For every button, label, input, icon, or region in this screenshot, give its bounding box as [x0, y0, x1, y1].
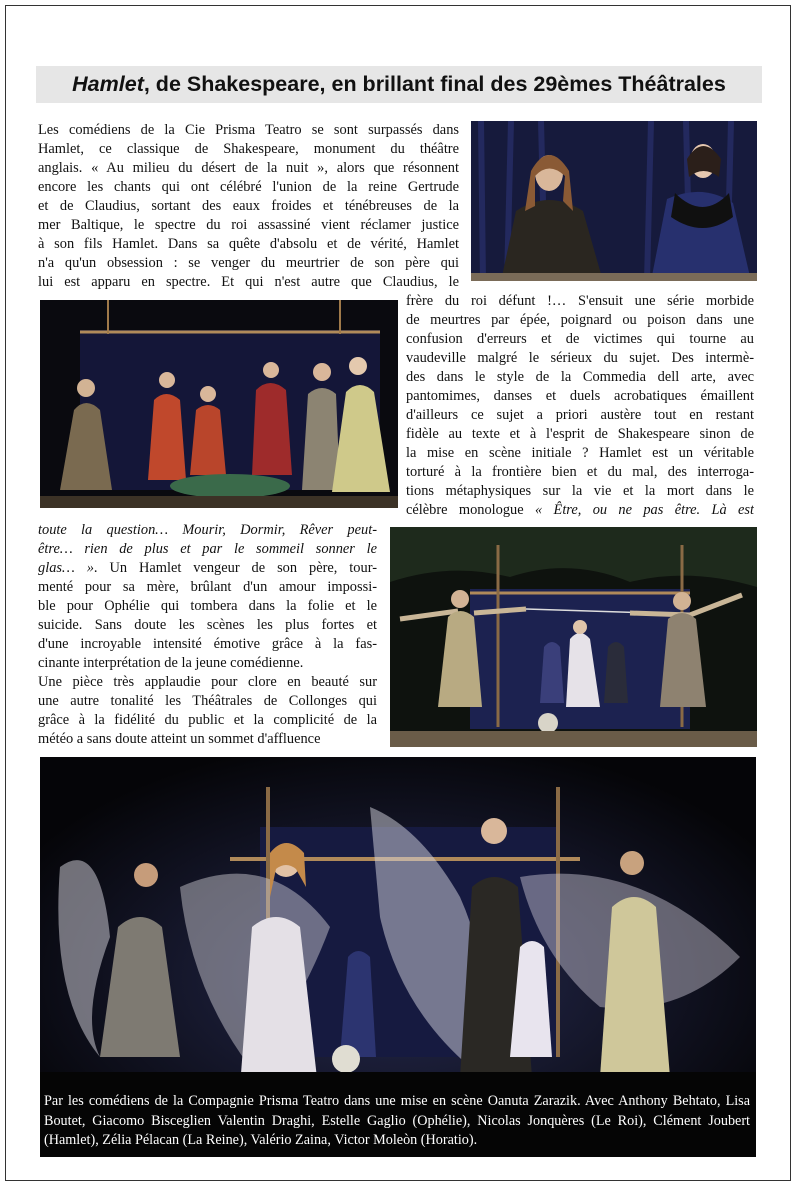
text-line: cinante interprétation de la jeune comédienne.	[38, 655, 304, 671]
text-line: confusion d'erreurs et de victimes qui tourne au	[406, 331, 754, 347]
photo-hamlet-and-queen	[471, 121, 757, 281]
text-fragment: . Un Hamlet vengeur de son père, tour-	[93, 560, 377, 576]
text-line: ble pour Ophélie qui tombera dans la folie et le	[38, 598, 377, 614]
text-line: d'ailleurs ce sujet a priori austère tout en restant	[406, 407, 754, 423]
text-line: torturé à la frontière bien et du mal, des interroga-	[406, 464, 754, 480]
text-line: Hamlet, ce classique de Shakespeare, monument du théâtre	[38, 141, 459, 157]
article-paragraph-2	[406, 292, 754, 520]
text-line: pantomimes, danses et duels acrobatiques émaillent	[406, 388, 754, 404]
text-line: météo a sans doute atteint un sommet d'affluence	[38, 731, 321, 747]
text-line: à son fils Hamlet. Dans sa quête d'absolu et de vérité, Hamlet	[38, 236, 459, 252]
headline-title-rest: , de Shakespeare, en brillant final des 29èmes Théâtrales	[143, 72, 726, 96]
text-line: Une pièce très applaudie pour clore en beauté sur	[38, 674, 377, 690]
text-line: tions métaphysiques sur la vie et la mort dans le	[406, 483, 754, 499]
text-line: encore les chants qui ont célébré l'union de la reine Gertrude	[38, 179, 459, 195]
article-headline	[36, 66, 762, 103]
photo-duel-scene	[390, 527, 757, 747]
text-line: n'a qu'un obsession : se venger du meurtrier de son père qui	[38, 255, 459, 271]
text-line: des dans le style de la Commedia dell arte, avec	[406, 369, 754, 385]
text-line: vaudeville malgré le sérieux du sujet. Des intermè-	[406, 350, 754, 366]
text-line: la mise en scène initiale ? Hamlet est un véritable	[406, 445, 754, 461]
text-line: d'une incroyable intensité émotive grâce à la fas-	[38, 636, 377, 652]
quote-fragment: glas… »	[38, 560, 94, 576]
article-paragraph-3	[38, 521, 377, 749]
text-line: fidèle au texte et à l'esprit de Shakespeare sinon de	[406, 426, 754, 442]
text-line: anglais. « Au milieu du désert de la nuit », alors que résonnent	[38, 160, 459, 176]
text-line: grâce à la fidélité du public et la complicité de la	[38, 712, 377, 728]
text-line: lui est apparu en spectre. Et qui n'est autre que Claudius, le	[38, 274, 459, 290]
text-line: Les comédiens de la Cie Prisma Teatro se sont surpassés dans	[38, 122, 459, 138]
text-line: mer Baltique, le spectre du roi assassiné vient réclamer justice	[38, 217, 459, 233]
text-line: menté pour sa mère, brûlant d'un amour impossi-	[38, 579, 377, 595]
text-line	[406, 501, 754, 520]
text-line	[38, 559, 377, 578]
text-fragment: célèbre monologue	[406, 502, 535, 518]
text-line: de meurtres par épée, poignard ou poison dans une	[406, 312, 754, 328]
text-line: une autre tonalité les Théâtrales de Collonges qui	[38, 693, 377, 709]
article-paragraph-1	[38, 121, 459, 292]
photo-court-scene	[40, 300, 398, 508]
text-line: et de Claudius, sortant des eaux froides et ténébreuses de la	[38, 198, 459, 214]
text-line: frère du roi défunt !… S'ensuit une série morbide	[406, 293, 754, 309]
quote-fragment: « Être, ou ne pas être. Là est	[534, 502, 754, 518]
text-line: suicide. Sans doute les scènes les plus fortes et	[38, 617, 377, 633]
photo-caption: Par les comédiens de la Compagnie Prisma Teatro dans une mise en scène Oanuta Zarazik. Avec Anthony Behtato, Lisa Boutet, Giacomo Bisceglien Valentin Draghi, Estelle Gaglio (Ophélie), Nicolas Jonquères (Le Roi), Clément Joubert (Hamlet), Zélia Pélacan (La Reine), Valério Zaina, Victor Moleòn (Horatio).	[40, 1072, 756, 1157]
headline-title-italic: Hamlet	[72, 72, 144, 96]
quote-line: être… rien de plus et par le sommeil sonner le	[38, 541, 377, 557]
quote-line: toute la question… Mourir, Dormir, Rêver peut-	[38, 522, 377, 538]
